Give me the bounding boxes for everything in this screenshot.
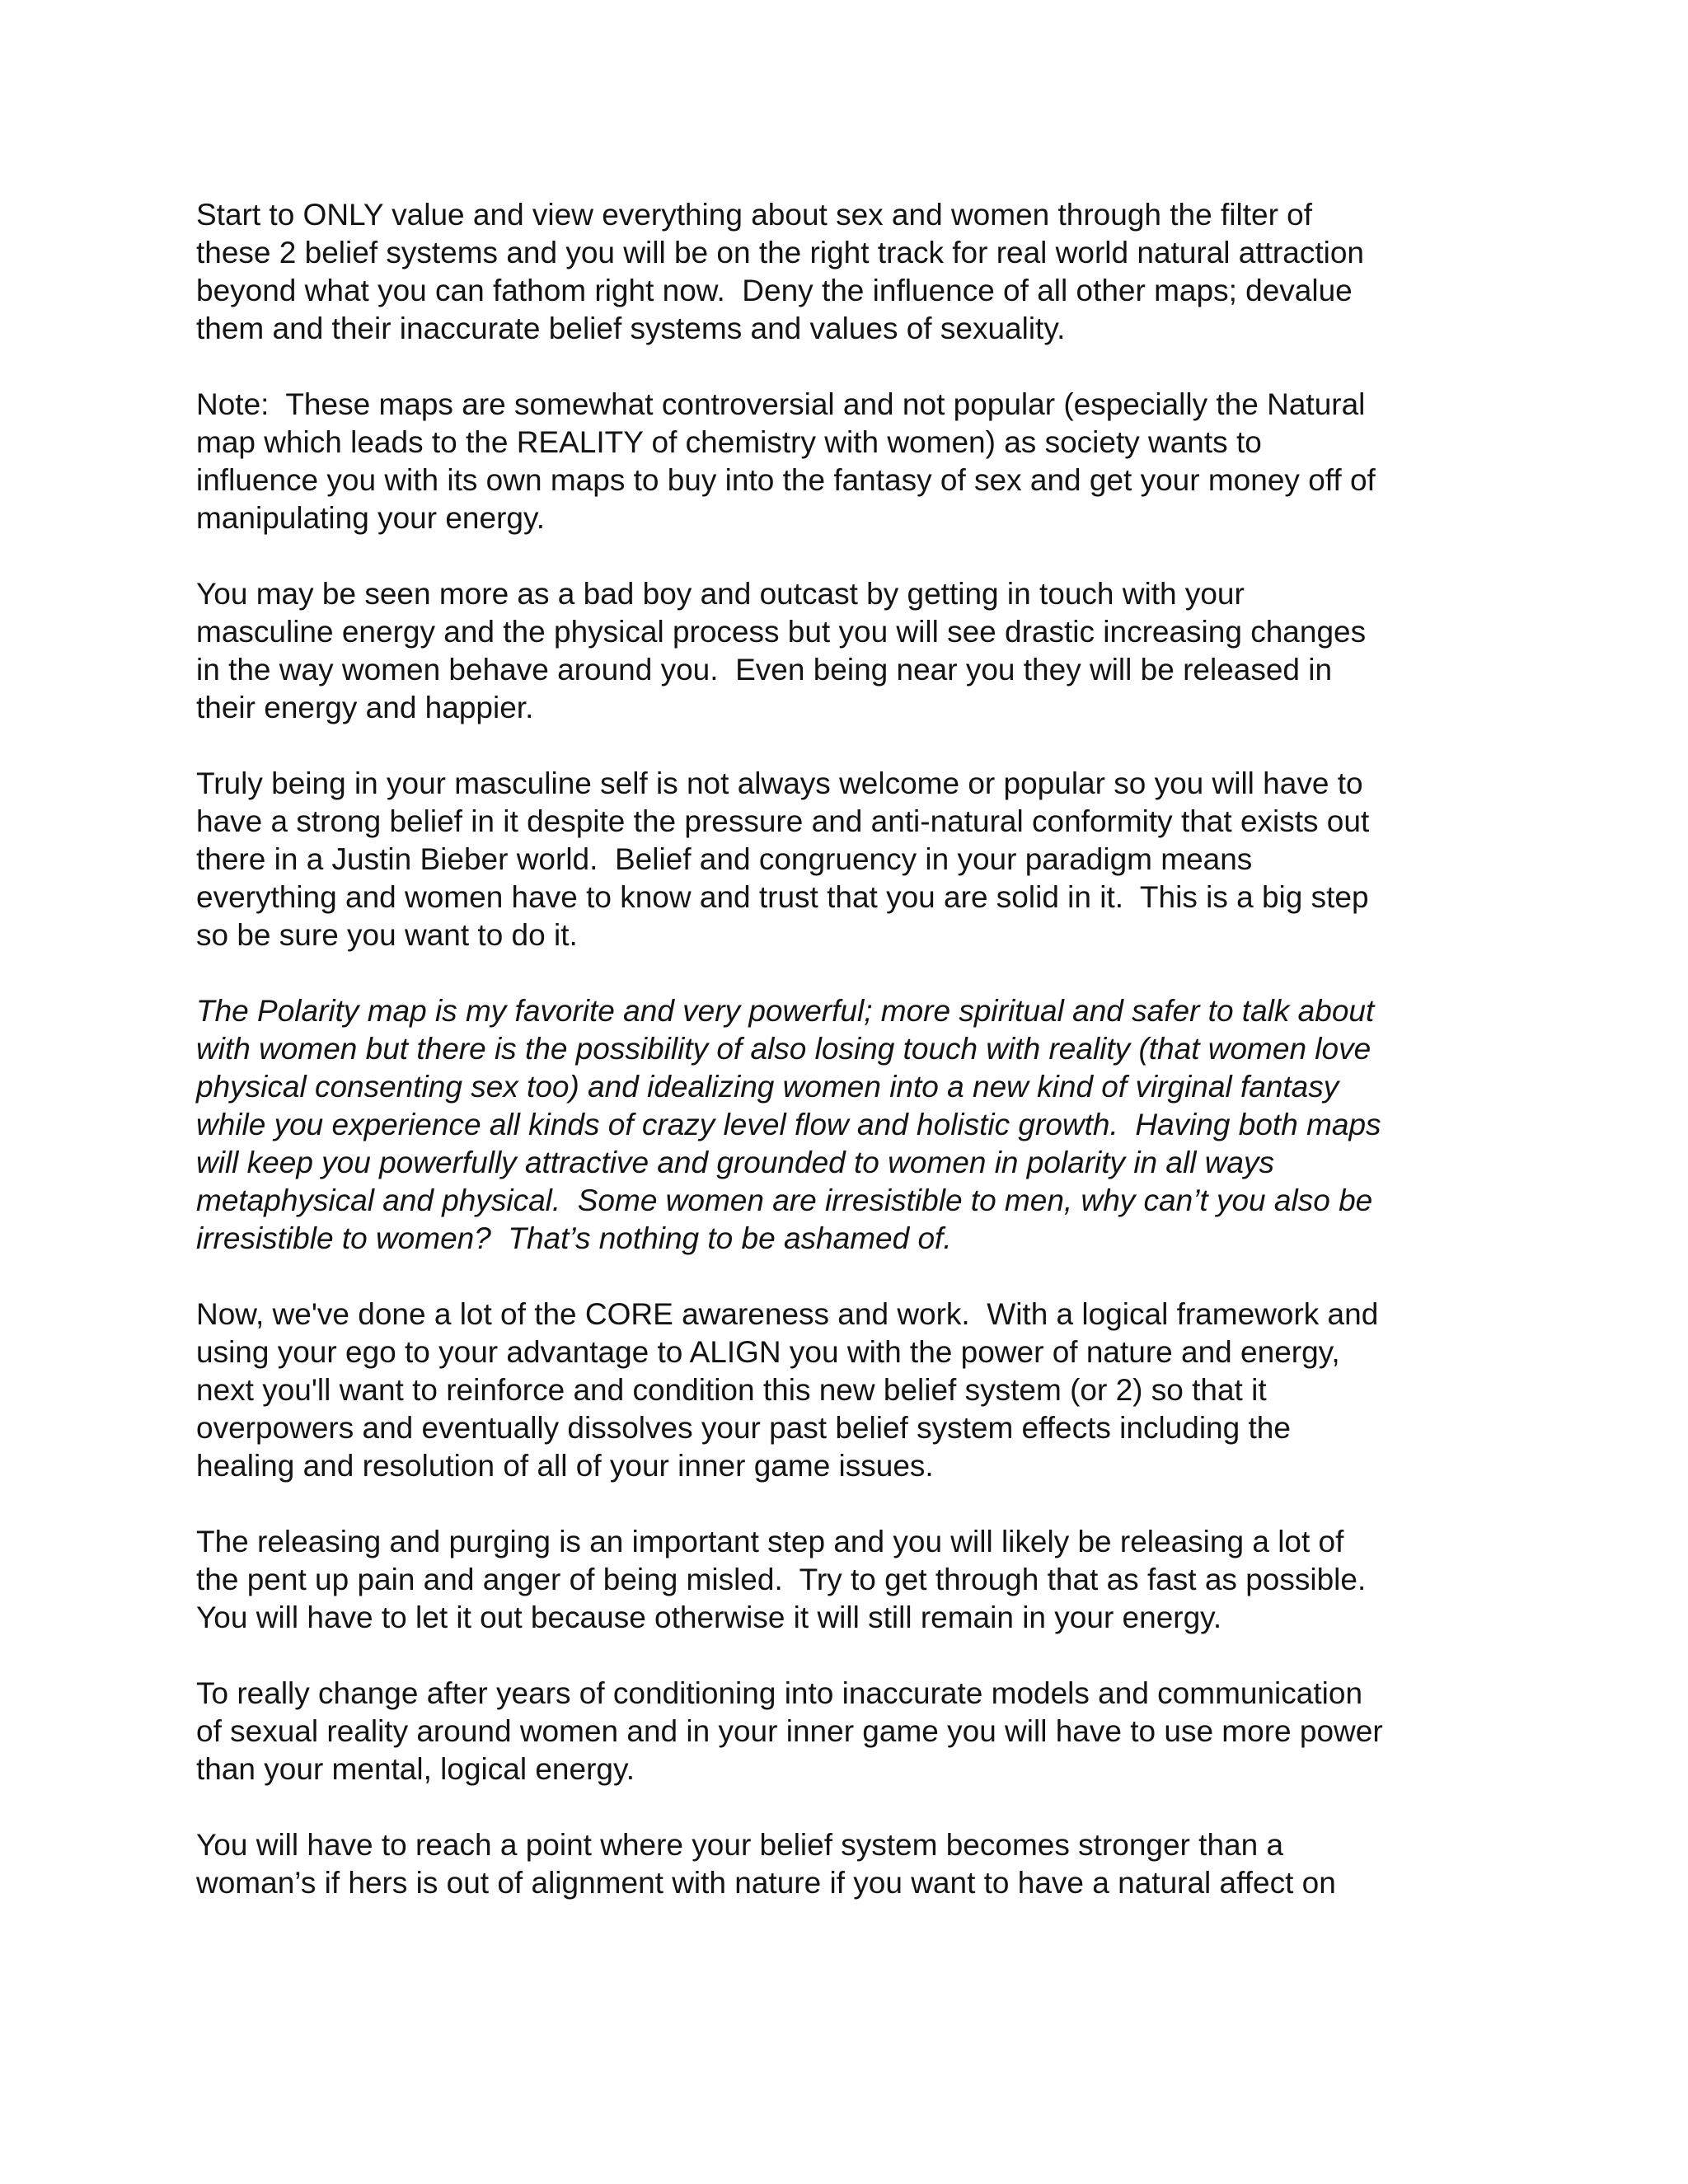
text-line: using your ego to your advantage to ALIGN you with the power of nature and energy, bbox=[196, 1335, 1340, 1369]
text-line: so be sure you want to do it. bbox=[196, 918, 578, 952]
text-line: The releasing and purging is an important step and you will likely be releasing a lot of bbox=[196, 1525, 1344, 1558]
text-line: have a strong belief in it despite the pressure and anti-natural conformity that exists out bbox=[196, 804, 1370, 838]
text-line: next you'll want to reinforce and condition this new belief system (or 2) so that it bbox=[196, 1373, 1267, 1407]
text-line: overpowers and eventually dissolves your past belief system effects including the bbox=[196, 1411, 1291, 1445]
paragraph-gap bbox=[196, 1788, 1482, 1826]
paragraph-gap bbox=[196, 537, 1482, 575]
text-line: the pent up pain and anger of being misled. Try to get through that as fast as possible. bbox=[196, 1563, 1367, 1596]
paragraph-gap bbox=[196, 1258, 1482, 1296]
text-line: irresistible to women? That’s nothing to be ashamed of. bbox=[196, 1221, 952, 1255]
text-line: than your mental, logical energy. bbox=[196, 1752, 635, 1786]
paragraph-6 bbox=[196, 1296, 1482, 1485]
text-line: manipulating your energy. bbox=[196, 501, 546, 535]
text-line: Note: These maps are somewhat controversial and not popular (especially the Natural bbox=[196, 387, 1366, 421]
text-line: Now, we've done a lot of the CORE awareness and work. With a logical framework and bbox=[196, 1297, 1379, 1331]
text-line: map which leads to the REALITY of chemistry with women) as society wants to bbox=[196, 425, 1262, 459]
text-line: metaphysical and physical. Some women are irresistible to men, why can’t you also be bbox=[196, 1183, 1373, 1217]
paragraph-3 bbox=[196, 575, 1482, 727]
paragraph-gap bbox=[196, 1485, 1482, 1523]
text-line: there in a Justin Bieber world. Belief and congruency in your paradigm means bbox=[196, 842, 1253, 876]
paragraph-gap bbox=[196, 1637, 1482, 1675]
text-line: healing and resolution of all of your inner game issues. bbox=[196, 1449, 934, 1483]
text-line: these 2 belief systems and you will be on the right track for real world natural attraction bbox=[196, 236, 1364, 269]
paragraph-5-italic bbox=[196, 992, 1482, 1258]
paragraph-gap bbox=[196, 348, 1482, 386]
text-line: To really change after years of conditioning into inaccurate models and communication bbox=[196, 1676, 1363, 1710]
text-line: everything and women have to know and trust that you are solid in it. This is a big step bbox=[196, 880, 1369, 914]
paragraph-7 bbox=[196, 1523, 1482, 1637]
text-line: Truly being in your masculine self is not always welcome or popular so you will have to bbox=[196, 766, 1363, 800]
text-line: You will have to let it out because otherwise it will still remain in your energy. bbox=[196, 1601, 1222, 1634]
text-line: their energy and happier. bbox=[196, 691, 534, 724]
text-line: while you experience all kinds of crazy level flow and holistic growth. Having both maps bbox=[196, 1108, 1381, 1141]
text-line: You will have to reach a point where your belief system becomes stronger than a bbox=[196, 1828, 1284, 1862]
text-line: in the way women behave around you. Even being near you they will be released in bbox=[196, 653, 1333, 687]
text-line: influence you with its own maps to buy into the fantasy of sex and get your money off of bbox=[196, 463, 1376, 497]
document-body bbox=[196, 196, 1482, 1902]
text-line: physical consenting sex too) and idealizing women into a new kind of virginal fantasy bbox=[196, 1070, 1339, 1104]
text-line: of sexual reality around women and in your inner game you will have to use more power bbox=[196, 1714, 1383, 1748]
paragraph-2 bbox=[196, 386, 1482, 537]
text-line: Start to ONLY value and view everything about sex and women through the filter of bbox=[196, 198, 1313, 232]
text-line: The Polarity map is my favorite and very powerful; more spiritual and safer to talk about bbox=[196, 994, 1375, 1028]
text-line: woman’s if hers is out of alignment with nature if you want to have a natural affect on bbox=[196, 1866, 1336, 1900]
text-line: with women but there is the possibility of also losing touch with reality (that women love bbox=[196, 1032, 1372, 1066]
paragraph-8 bbox=[196, 1675, 1482, 1788]
paragraph-gap bbox=[196, 727, 1482, 765]
text-line: masculine energy and the physical process but you will see drastic increasing changes bbox=[196, 615, 1367, 649]
paragraph-1 bbox=[196, 196, 1482, 348]
paragraph-4 bbox=[196, 765, 1482, 954]
text-line: You may be seen more as a bad boy and outcast by getting in touch with your bbox=[196, 577, 1245, 611]
text-line: beyond what you can fathom right now. Deny the influence of all other maps; devalue bbox=[196, 274, 1353, 307]
text-line: them and their inaccurate belief systems and values of sexuality. bbox=[196, 312, 1066, 345]
paragraph-9 bbox=[196, 1826, 1482, 1902]
paragraph-gap bbox=[196, 954, 1482, 992]
text-line: will keep you powerfully attractive and grounded to women in polarity in all ways bbox=[196, 1146, 1275, 1179]
